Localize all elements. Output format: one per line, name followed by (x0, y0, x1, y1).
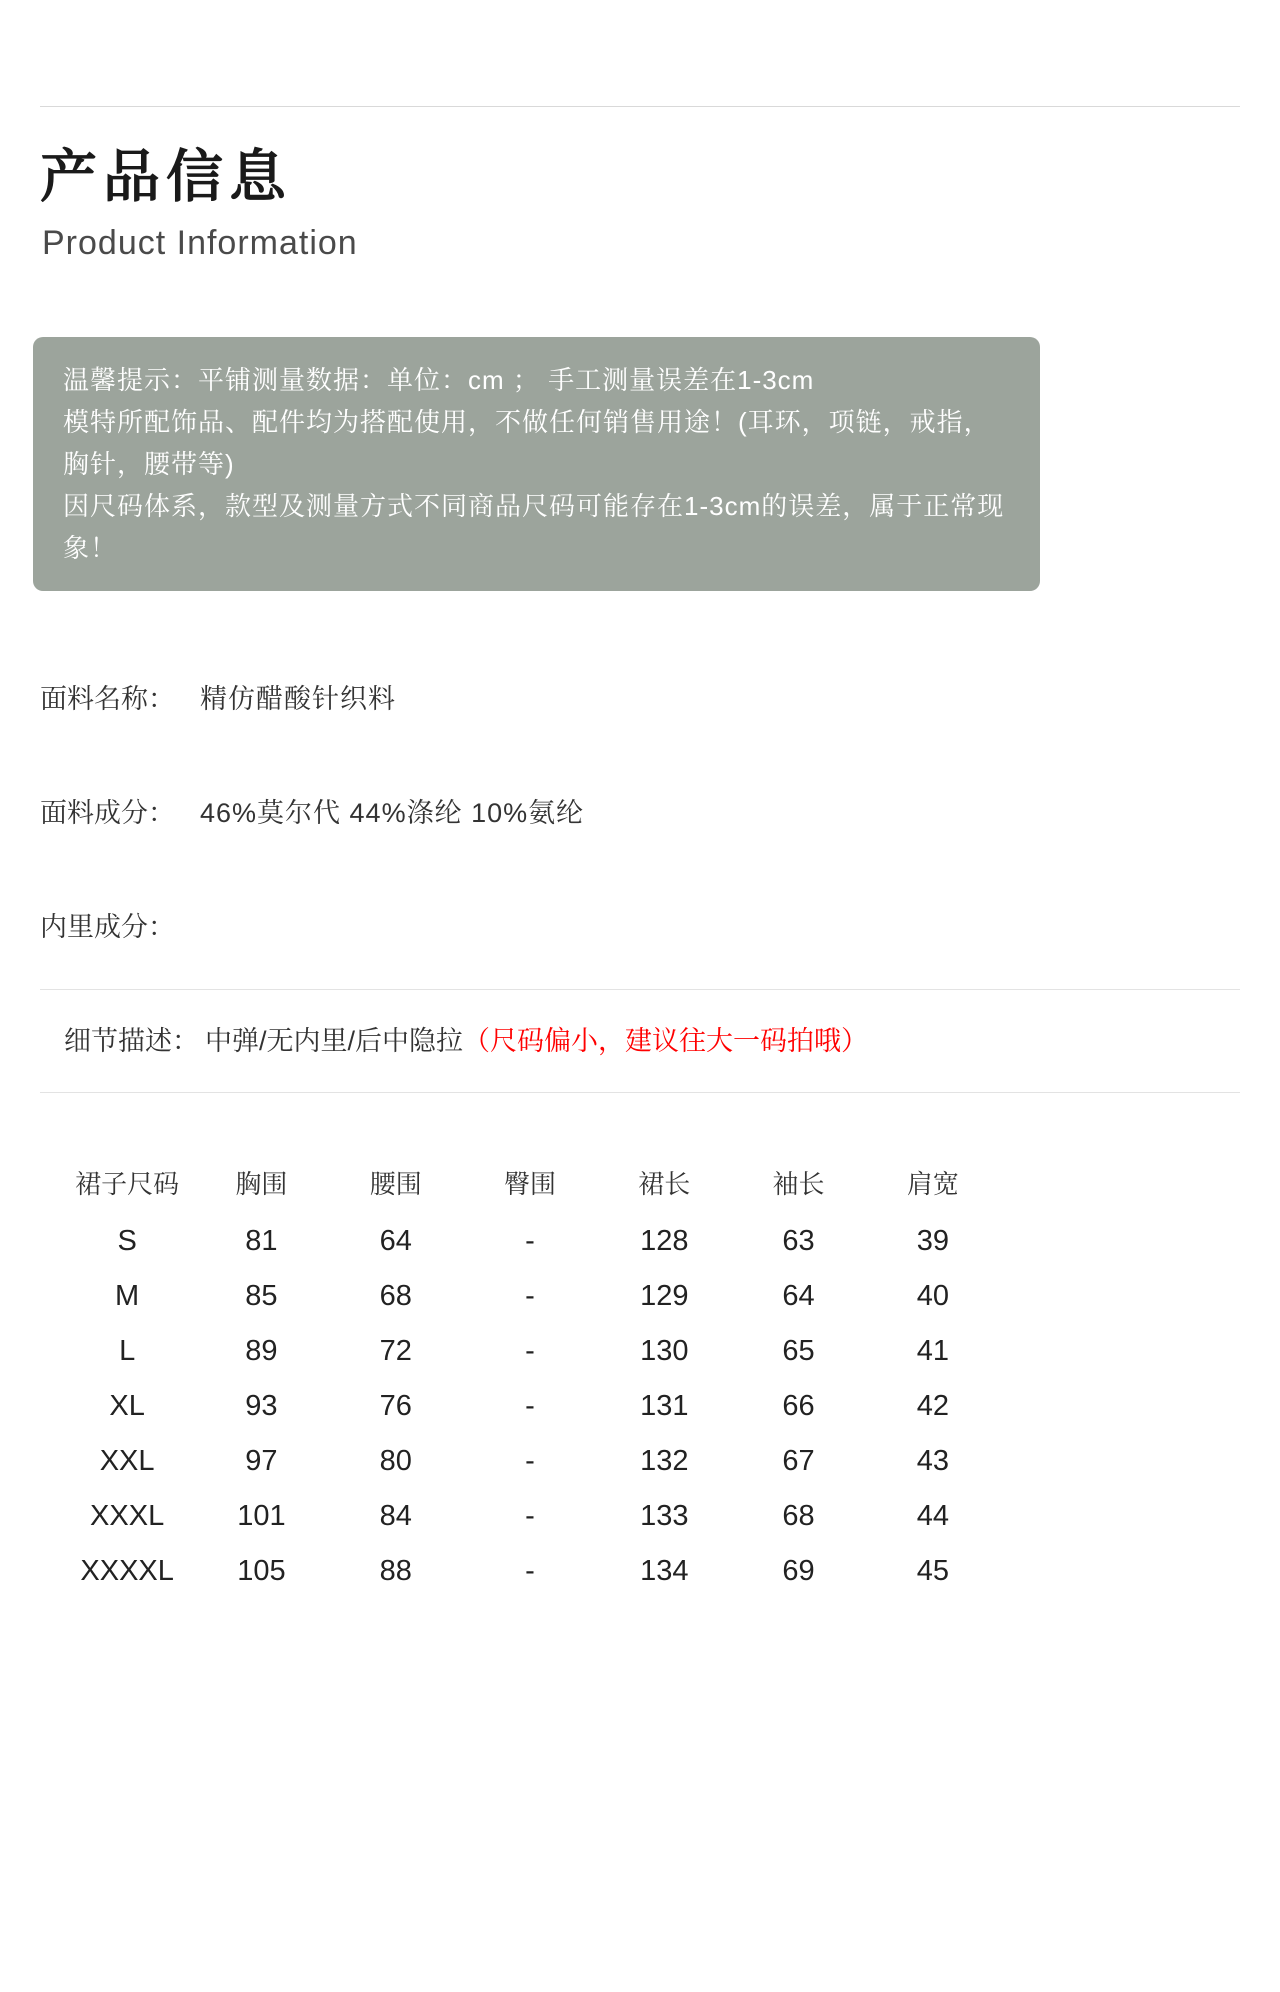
size-table-head (60, 1151, 1000, 1214)
size-table-cell: - (525, 1500, 535, 1532)
size-table-cell: 67 (782, 1445, 815, 1477)
size-table-cell: 129 (640, 1280, 689, 1312)
size-table-cell: S (117, 1225, 137, 1257)
size-table-cell: 42 (916, 1390, 949, 1422)
product-info-page (0, 106, 1280, 1599)
size-table-header-row (60, 1151, 1000, 1214)
size-table-cell: 64 (379, 1225, 412, 1257)
size-table-cell: 41 (916, 1335, 949, 1367)
size-table-cell: 68 (379, 1280, 412, 1312)
size-table-cell: 66 (782, 1390, 815, 1422)
size-table-cell: XL (109, 1390, 145, 1422)
size-table-cell: 69 (782, 1555, 815, 1587)
size-table-cell: 131 (640, 1390, 689, 1422)
top-divider (40, 106, 1240, 107)
notice-line-2: 模特所配饰品、配件均为搭配使用，不做任何销售用途！(耳环，项链，戒指，胸针，腰带等) (63, 407, 991, 479)
size-table-cell: - (525, 1555, 535, 1587)
size-table-header-cell: 袖长 (772, 1169, 825, 1199)
size-table-cell: 97 (245, 1445, 278, 1477)
size-table-header-cell: 肩宽 (906, 1169, 959, 1199)
size-table-cell: 44 (916, 1500, 949, 1532)
field-fabric-name (40, 683, 1280, 715)
size-table (60, 1151, 1000, 1599)
size-table-cell: 68 (782, 1500, 815, 1532)
size-table-header-cell: 腰围 (369, 1169, 422, 1199)
field-fabric-name-label: 面料名称： (40, 684, 175, 714)
size-table-row (60, 1544, 1000, 1599)
field-lining-composition-label: 内里成分： (40, 912, 175, 942)
size-table-cell: 132 (640, 1445, 689, 1477)
notice-line-1: 温馨提示：平铺测量数据：单位：cm ； 手工测量误差在1-3cm (63, 365, 815, 395)
size-table-cell: M (115, 1280, 140, 1312)
size-table-body (60, 1214, 1000, 1599)
size-table-cell: 39 (916, 1225, 949, 1257)
size-table-row (60, 1324, 1000, 1379)
size-table-cell: L (119, 1335, 136, 1367)
size-table-header-cell: 胸围 (235, 1169, 288, 1199)
page-title-en: Product Information (42, 224, 358, 262)
field-fabric-composition (40, 797, 1280, 829)
size-table-row (60, 1269, 1000, 1324)
size-table-cell: - (525, 1280, 535, 1312)
size-table-cell: 93 (245, 1390, 278, 1422)
size-table-cell: - (525, 1335, 535, 1367)
field-fabric-name-value: 精仿醋酸针织料 (200, 684, 396, 714)
size-table-cell: 65 (782, 1335, 815, 1367)
field-lining-composition (40, 911, 1280, 943)
size-table-cell: 133 (640, 1500, 689, 1532)
size-table-cell: XXXL (90, 1500, 165, 1532)
detail-label: 细节描述： (64, 1026, 199, 1056)
size-table-cell: 128 (640, 1225, 689, 1257)
size-table-cell: 45 (916, 1555, 949, 1587)
notice-box (33, 337, 1040, 591)
size-table-cell: 88 (379, 1555, 412, 1587)
size-table-row (60, 1489, 1000, 1544)
size-table-cell: 76 (379, 1390, 412, 1422)
size-table-cell: 81 (245, 1225, 278, 1257)
size-table-cell: 63 (782, 1225, 815, 1257)
size-table-cell: 85 (245, 1280, 278, 1312)
field-fabric-composition-value: 46%莫尔代 44%涤纶 10%氨纶 (200, 798, 585, 828)
size-table-cell: XXXXL (80, 1555, 174, 1587)
size-table-cell: - (525, 1445, 535, 1477)
size-table-cell: 84 (379, 1500, 412, 1532)
size-table-cell: XXL (99, 1445, 155, 1477)
size-table-row (60, 1214, 1000, 1269)
size-table-cell: - (525, 1390, 535, 1422)
detail-value: 中弹/无内里/后中隐拉 (205, 1026, 464, 1056)
size-table-header-cell: 裙长 (638, 1169, 691, 1199)
size-table-cell: - (525, 1225, 535, 1257)
size-table-cell: 64 (782, 1280, 815, 1312)
detail-section (40, 989, 1240, 1093)
field-fabric-composition-label: 面料成分： (40, 798, 175, 828)
size-table-cell: 43 (916, 1445, 949, 1477)
size-table-row (60, 1434, 1000, 1489)
size-table-cell: 72 (379, 1335, 412, 1367)
page-title-cn: 产品信息 (40, 145, 292, 209)
size-table-cell: 134 (640, 1555, 689, 1587)
size-table-cell: 89 (245, 1335, 278, 1367)
size-table-cell: 80 (379, 1445, 412, 1477)
size-table-cell: 101 (237, 1500, 286, 1532)
size-table-cell: 130 (640, 1335, 689, 1367)
size-table-row (60, 1379, 1000, 1434)
size-table-header-cell: 裙子尺码 (75, 1169, 180, 1199)
size-table-cell: 105 (237, 1555, 286, 1587)
notice-line-3: 因尺码体系，款型及测量方式不同商品尺码可能存在1-3cm的误差，属于正常现象！ (63, 491, 1005, 563)
size-table-cell: 40 (916, 1280, 949, 1312)
detail-highlight: （尺码偏小，建议往大一码拍哦） (463, 1026, 869, 1056)
size-table-header-cell: 臀围 (503, 1169, 556, 1199)
